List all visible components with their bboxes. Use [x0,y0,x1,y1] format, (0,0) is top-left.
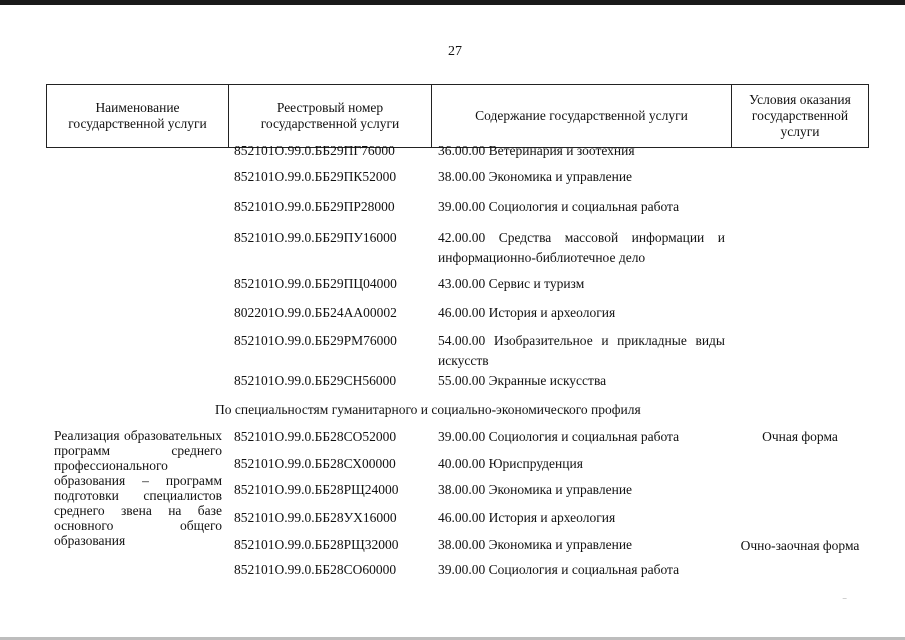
registry-number: 852101О.99.0.ББ29СН56000 [234,373,397,388]
registry-number: 852101О.99.0.ББ29ПР28000 [234,199,395,214]
service-content: 38.00.00 Экономика и управление [438,482,633,497]
registry-number: 852101О.99.0.ББ28СО52000 [234,429,397,444]
registry-number: 852101О.99.0.ББ29ПГ76000 [234,143,395,158]
service-content: 38.00.00 Экономика и управление [438,169,633,184]
service-content: 46.00.00 История и археология [438,305,616,320]
registry-number: 852101О.99.0.ББ29РМ76000 [234,333,397,348]
registry-number: 802201О.99.0.ББ24АА00002 [234,305,397,320]
service-content: 38.00.00 Экономика и управление [438,537,633,552]
condition-part-time: Очно-заочная форма [740,538,860,553]
registry-number: 852101О.99.0.ББ28СХ00000 [234,456,396,471]
condition-full-time: Очная форма [762,429,838,444]
registry-number: 852101О.99.0.ББ29ПЦ04000 [234,276,397,291]
service-content: 55.00.00 Экранные искусства [438,373,607,388]
registry-number: 852101О.99.0.ББ28УХ16000 [234,510,397,525]
service-content: 46.00.00 История и археология [438,510,616,525]
page-top-border [0,0,905,5]
service-content: 39.00.00 Социология и социальная работа [438,562,680,577]
registry-number: 852101О.99.0.ББ29ПУ16000 [234,230,397,245]
table-header [46,84,869,148]
header-service-name: Наименование государственной услуги [68,100,207,131]
service-content: 54.00.00 Изобразительное и прикладные виды искусств [438,333,725,368]
registry-number: 852101О.99.0.ББ28РЩ24000 [234,482,399,497]
header-service-conditions: Условия оказания государственной услуги [731,85,868,147]
service-content: 42.00.00 Средства массовой информации и информационно-библиотечное дело [438,230,725,265]
service-content: 43.00.00 Сервис и туризм [438,276,585,291]
header-service-content: Содержание государственной услуги [431,85,731,147]
registry-number: 852101О.99.0.ББ28РЩ32000 [234,537,399,552]
service-name: Реализация образовательных программ среднего профессионального образования – программ подготовки специалистов среднего звена на базе основного общего образования [54,428,222,548]
scan-speck: ⁻ [842,596,848,607]
header-registry-number: Реестровый номер государственной услуги [228,85,431,147]
registry-number: 852101О.99.0.ББ29ПК52000 [234,169,397,184]
service-content: 36.00.00 Ветеринария и зоотехния [438,143,635,158]
registry-number: 852101О.99.0.ББ28СО60000 [234,562,397,577]
service-content: 40.00.00 Юриспруденция [438,456,583,471]
section-title: По специальностям гуманитарного и социально-экономического профиля [215,402,641,417]
page-number: 27 [448,44,462,59]
service-content: 39.00.00 Социология и социальная работа [438,199,680,214]
service-content: 39.00.00 Социология и социальная работа [438,429,680,444]
